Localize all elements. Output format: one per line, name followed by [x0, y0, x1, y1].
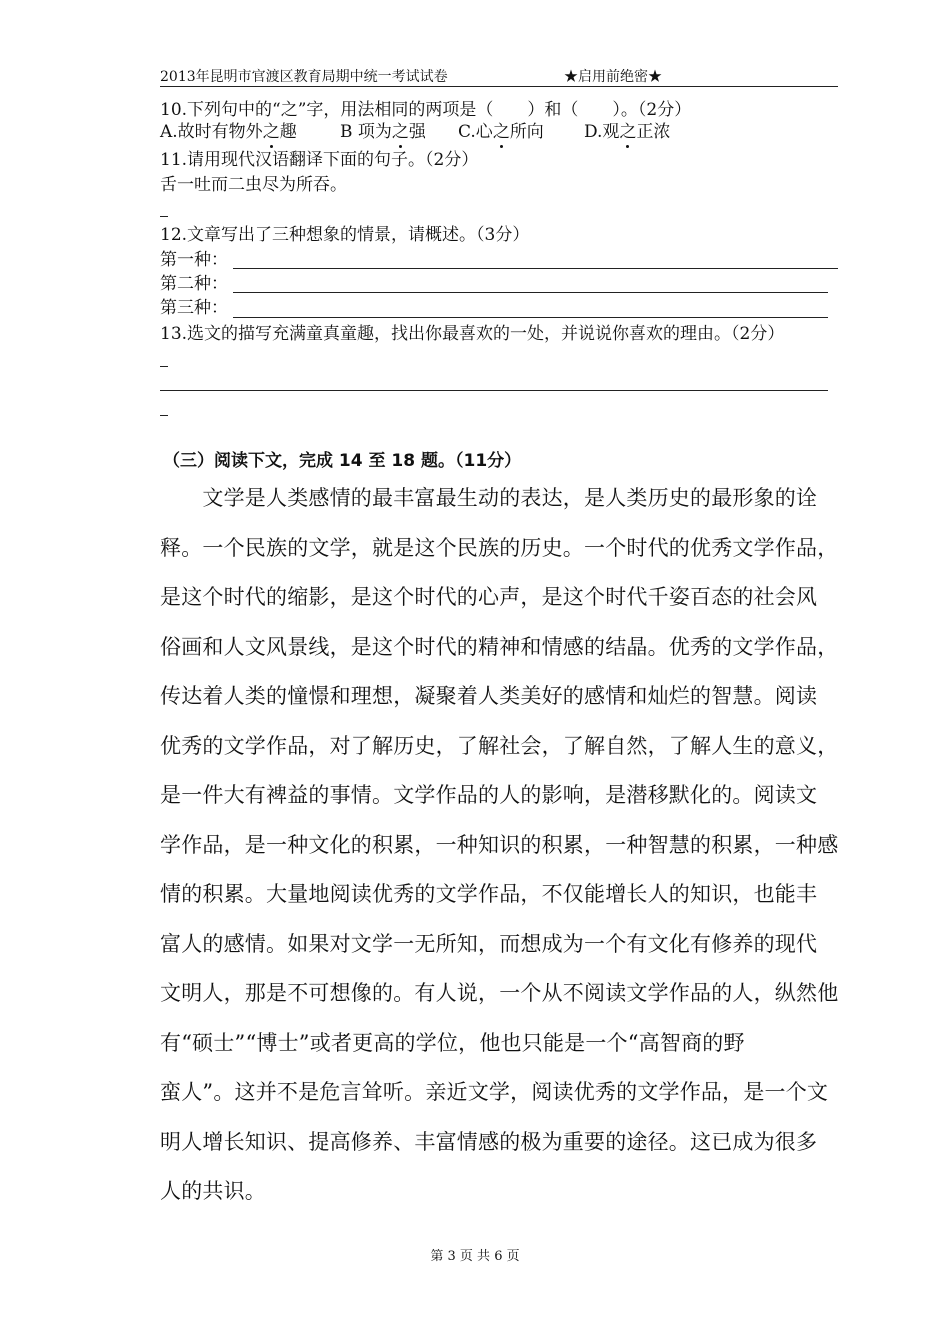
passage-line: 俗画和人文风景线，是这个时代的精神和情感的结晶。优秀的文学作品，: [160, 634, 839, 659]
option-b: B 项为之强: [340, 122, 426, 142]
passage-line: 富人的感情。如果对文学一无所知，而想成为一个有文化有修养的现代: [160, 931, 818, 956]
passage-line: 学作品，是一种文化的积累，一种知识的积累，一种智慧的积累，一种感: [160, 832, 839, 857]
option-d: D.观之正浓: [584, 122, 671, 142]
passage-line: 明人增长知识、提高修养、丰富情感的极为重要的途径。这已成为很多: [160, 1129, 818, 1154]
answer-line-third[interactable]: [233, 317, 828, 318]
option-a: A.故时有物外之趣: [160, 122, 297, 142]
question-12-stem: 12.文章写出了三种想象的情景，请概述。（3分）: [160, 225, 530, 245]
answer-stub[interactable]: [160, 216, 168, 217]
passage-line: 传达着人类的憧憬和理想，凝聚着人类美好的感情和灿烂的智慧。阅读: [160, 684, 818, 708]
passage-line: 蛮人”。这并不是危言耸听。亲近文学，阅读优秀的文学作品，是一个文: [160, 1080, 829, 1104]
answer-stub[interactable]: [160, 415, 168, 416]
answer-stub[interactable]: [160, 366, 168, 367]
passage-line: 文学是人类感情的最丰富最生动的表达，是人类历史的最形象的诠: [160, 486, 818, 510]
answer-line-second[interactable]: [233, 292, 828, 293]
section-3-title: （三）阅读下文，完成 14 至 18 题。（11分）: [163, 451, 522, 471]
passage-line: 释。一个民族的文学，就是这个民族的历史。一个时代的优秀文学作品，: [160, 535, 839, 560]
answer-line-q13[interactable]: [160, 390, 828, 391]
option-c: C.心之所向: [458, 122, 544, 142]
header-divider: [160, 86, 838, 87]
question-11-stem: 11.请用现代汉语翻译下面的句子。（2分）: [160, 150, 479, 170]
emphasis-dot-char: 之: [619, 122, 637, 142]
passage-line: 有“硕士”“博士”或者更高的学位，他也只能是一个“高智商的野: [160, 1030, 745, 1055]
passage-line: 人的共识。: [160, 1179, 266, 1203]
emphasis-dot-char: 之: [262, 122, 280, 142]
page-number: 第 3 页 共 6 页: [430, 1249, 520, 1264]
passage-line: 优秀的文学作品，对了解历史，了解社会，了解自然，了解人生的意义，: [160, 733, 839, 758]
question-10-options: [160, 121, 720, 143]
passage-line: 是一件大有裨益的事情。文学作品的人的影响，是潜移默化的。阅读文: [160, 783, 818, 807]
passage-line: 情的积累。大量地阅读优秀的文学作品，不仅能增长人的知识，也能丰: [160, 882, 818, 906]
answer-line-first[interactable]: [233, 268, 838, 269]
question-10-stem: 10.下列句中的“之”字，用法相同的两项是（ ）和（ ）。（2分）: [160, 100, 692, 120]
answer-label-third: 第三种：: [160, 298, 228, 318]
exam-title: 2013年昆明市官渡区教育局期中统一考试试卷: [160, 69, 448, 85]
passage-line: 文明人，那是不可想像的。有人说，一个从不阅读文学作品的人，纵然他: [160, 981, 839, 1005]
confidential-mark: ★启用前绝密★: [564, 69, 662, 85]
answer-label-first: 第一种：: [160, 250, 228, 270]
answer-label-second: 第二种：: [160, 274, 228, 294]
page-header: [160, 66, 838, 86]
emphasis-dot-char: 之: [391, 122, 409, 142]
question-11-sentence: 舌一吐而二虫尽为所吞。: [160, 175, 347, 195]
passage-line: 是这个时代的缩影，是这个时代的心声，是这个时代千姿百态的社会风: [160, 585, 818, 609]
question-13-stem: 13.选文的描写充满童真童趣，找出你最喜欢的一处，并说说你喜欢的理由。（2分）: [160, 324, 785, 344]
emphasis-dot-char: 之: [492, 122, 510, 142]
reading-passage: [160, 478, 850, 1221]
